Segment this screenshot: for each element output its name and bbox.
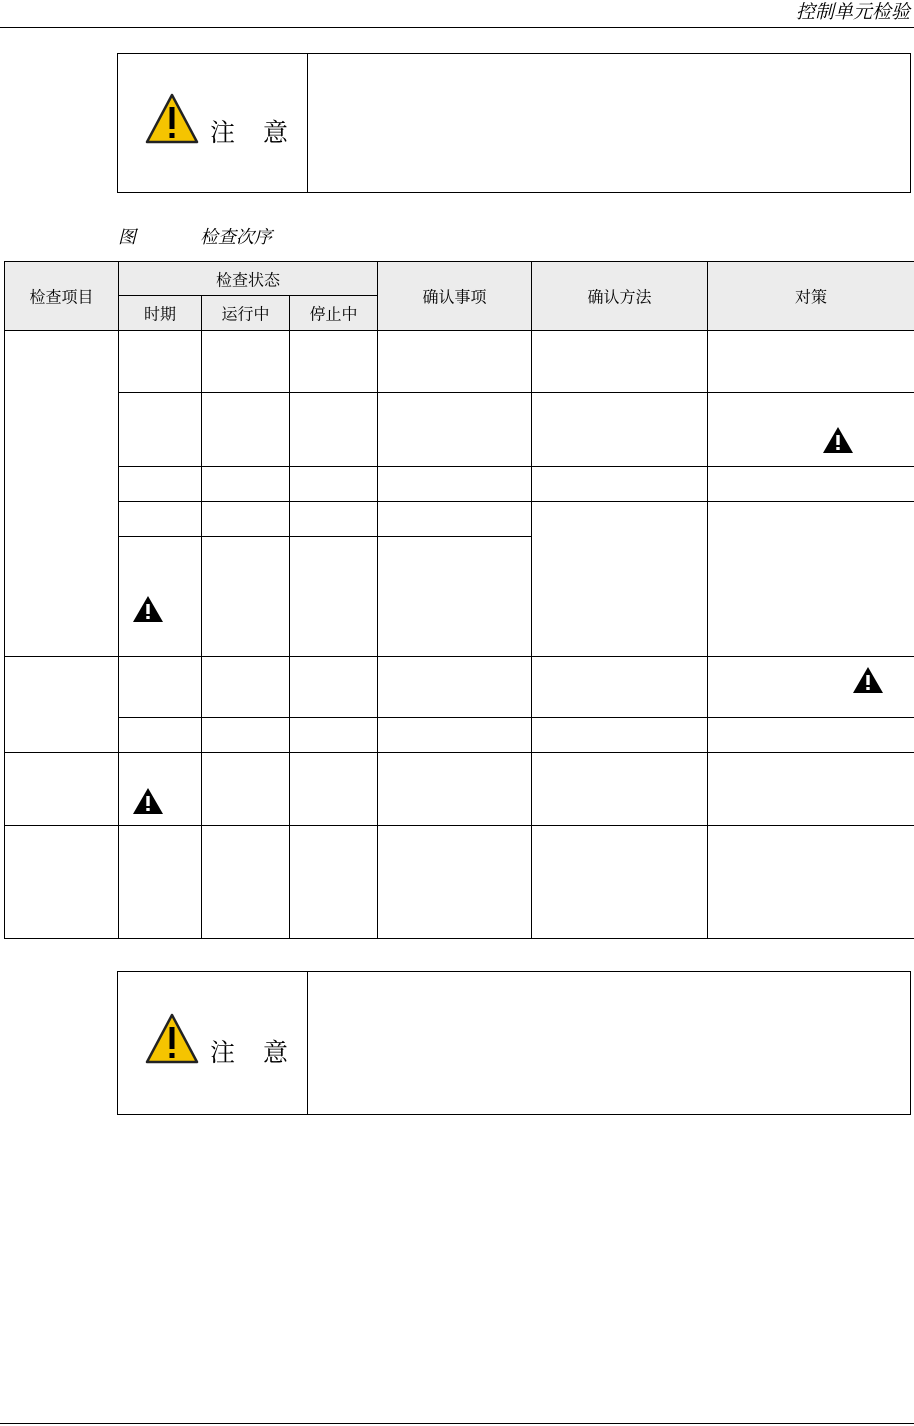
check-table (4, 261, 914, 939)
caution-box-top (117, 53, 911, 193)
table-row (5, 502, 914, 537)
table-row (5, 826, 914, 939)
table-row (5, 657, 914, 718)
figure-prefix: 图 (118, 227, 136, 248)
warning-triangle-icon (132, 595, 164, 623)
table-row (5, 718, 914, 753)
warning-triangle-icon (822, 426, 854, 454)
item-cell (5, 753, 119, 826)
item-cell (5, 826, 119, 939)
table-row (5, 393, 914, 467)
caution-box-bottom (117, 971, 911, 1115)
page-header (0, 0, 914, 28)
figure-caption (118, 226, 272, 250)
header-confirm-method: 确认方法 (532, 262, 708, 331)
period-cell (119, 537, 202, 657)
table-row (5, 753, 914, 826)
caution-label: 注 意 (210, 1038, 298, 1067)
warning-triangle-icon (132, 787, 164, 815)
item-cell (5, 657, 119, 753)
item-cell (5, 331, 119, 657)
warning-triangle-icon (145, 1012, 199, 1066)
caution-label-cell (118, 972, 308, 1114)
header-stopped: 停止中 (290, 296, 378, 331)
header-rule (0, 27, 914, 28)
header-confirm-item: 确认事项 (378, 262, 532, 331)
caution-label-cell (118, 54, 308, 192)
table-row (5, 467, 914, 502)
table-row (5, 331, 914, 393)
warning-triangle-icon (145, 92, 199, 146)
measure-cell (708, 393, 914, 467)
figure-title: 检查次序 (200, 227, 272, 248)
footer-rule (0, 1423, 914, 1424)
caution-label: 注 意 (210, 118, 298, 147)
header-measure: 对策 (708, 262, 914, 331)
header-check-state: 检查状态 (119, 262, 378, 296)
header-check-item: 检查项目 (5, 262, 119, 331)
header-period: 时期 (119, 296, 202, 331)
header-title: 控制单元检验 (795, 1, 910, 23)
header-running: 运行中 (202, 296, 290, 331)
measure-cell (708, 657, 914, 718)
period-cell (119, 753, 202, 826)
warning-triangle-icon (852, 666, 884, 694)
